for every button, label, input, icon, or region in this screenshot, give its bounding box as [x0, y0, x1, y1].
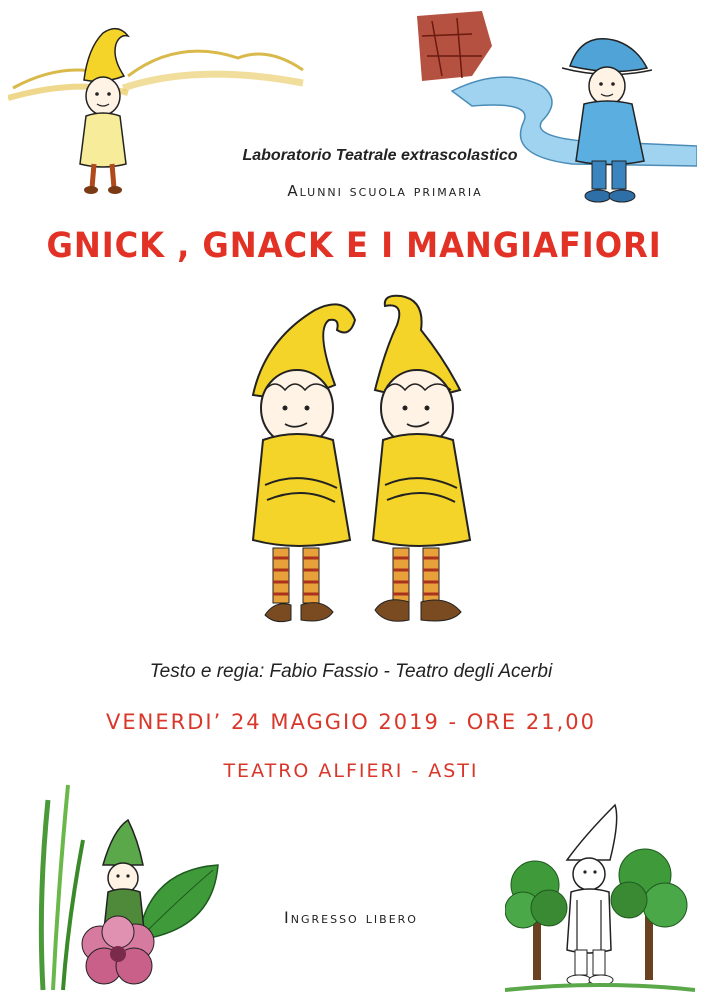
two-gnomes-arms-crossed-icon: [225, 290, 495, 635]
credits-line: Testo e regia: Fabio Fassio - Teatro degli Acerbi: [149, 661, 553, 682]
event-date-time: VENERDI’ 24 MAGGIO 2019 - ORE 21,00: [106, 710, 596, 734]
page-title: GNICK , GNACK E I MANGIAFIORI: [46, 226, 662, 266]
gnome-with-flower-and-leaf-icon: [28, 780, 228, 995]
pupils-subtitle: Alunni scuola primaria: [287, 182, 483, 200]
workshop-subtitle: Laboratorio Teatrale extrascolastico: [242, 147, 518, 164]
blue-gnome-by-river-icon: [412, 6, 697, 211]
entry-note: Ingresso libero: [284, 908, 418, 927]
gnome-with-yellow-hat-icon: [8, 18, 308, 198]
event-venue: TEATRO ALFIERI - ASTI: [223, 760, 479, 782]
gnome-among-trees-icon: [505, 800, 695, 995]
